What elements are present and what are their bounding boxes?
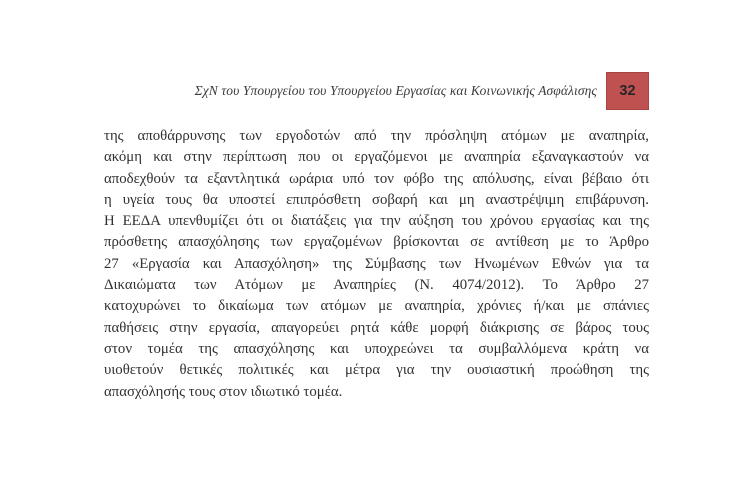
paragraph-line: πρόσθετης απασχόλησης των εργαζομένων βρίσκονται σε αντίθεση με το Άρθρο: [104, 234, 649, 251]
paragraph-line: απασχόλησής τους στον ιδιωτικό τομέα.: [104, 383, 343, 400]
page-number-badge: [606, 72, 649, 110]
paragraph-line: Η ΕΕΔΑ υπενθυμίζει ότι οι διατάξεις για την αύξηση του χρόνου εργασίας και της: [104, 213, 649, 230]
page-header: [104, 71, 649, 111]
paragraph-line: της αποθάρρυνσης των εργοδοτών από την πρόσληψη ατόμων με αναπηρία,: [104, 128, 649, 144]
paragraph-line: αποδεχθούν τα εξαντλητικά ωράρια υπό τον φόβο της απόλυσης, είναι βέβαιο ότι: [104, 170, 649, 187]
paragraph-line: κατοχυρώνει το δικαίωμα των ατόμων με αναπηρία, χρόνιες ή/και με σπάνιες: [104, 298, 649, 315]
paragraph-line: παθήσεις στην εργασία, απαγορεύει ρητά κάθε μορφή διάκρισης σε βάρος τους: [104, 319, 649, 336]
header-title: ΣχΝ του Υπουργείου του Υπουργείου Εργασίας και Κοινωνικής Ασφάλισης: [194, 83, 597, 98]
paragraph-line: στον τομέα της απασχόλησης και υποχρεώνει τα συμβαλλόμενα κράτη να: [104, 340, 649, 357]
page-number: 32: [619, 83, 636, 99]
paragraph: [104, 126, 649, 403]
paragraph-line: 27 «Εργασία και Απασχόληση» της Σύμβασης των Ηνωμένων Εθνών για τα: [104, 255, 649, 272]
paragraph-line: υιοθετούν θετικές πολιτικές και μέτρα για την ουσιαστική προώθηση της: [104, 362, 649, 379]
paragraph-line: η υγεία τους θα υποστεί επιπρόσθετη σοβαρή και μη αναστρέψιμη επιβάρυνση.: [104, 191, 649, 208]
paragraph-line: Δικαιώματα των Ατόμων με Αναπηρίες (Ν. 4074/2012). Το Άρθρο 27: [104, 277, 649, 294]
paragraph-line: ακόμη και στην περίπτωση που οι εργαζόμενοι με αναπηρία εξαναγκαστούν να: [104, 149, 649, 166]
